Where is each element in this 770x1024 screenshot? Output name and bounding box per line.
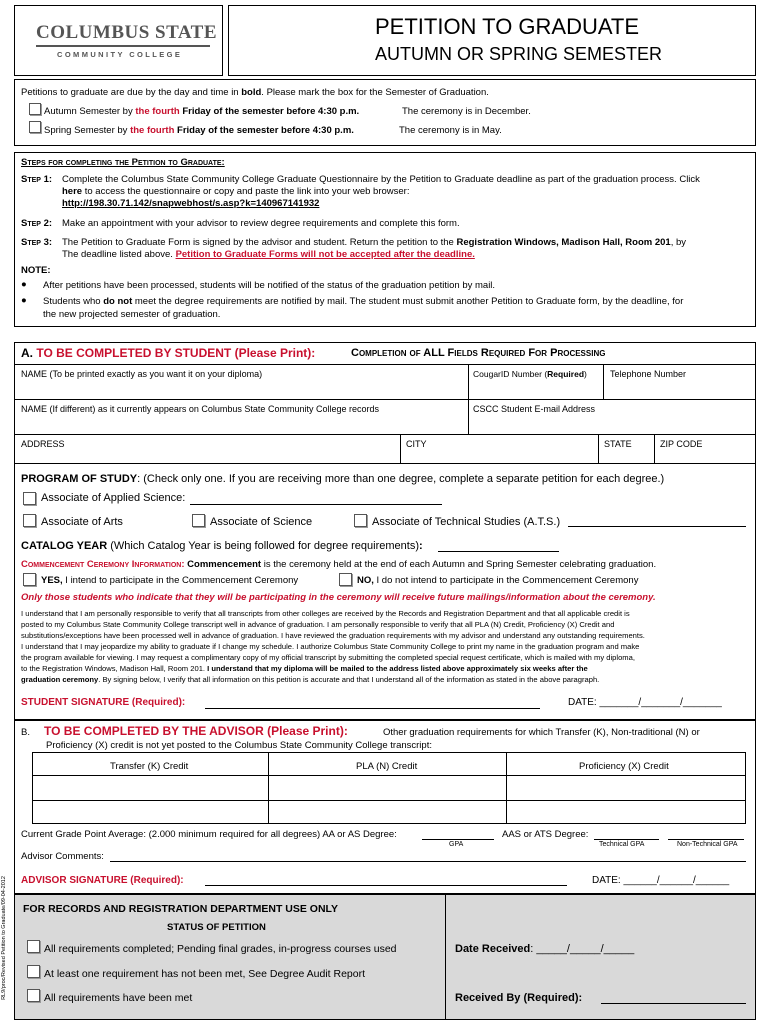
nontech-gpa-line[interactable] [668,839,744,840]
city-input[interactable] [401,450,597,462]
note-label: NOTE: [21,265,51,276]
ats-checkbox[interactable] [354,514,367,527]
date-received[interactable] [455,943,634,955]
received-by-label: Received By (Required): [455,992,583,1004]
steps-heading: Steps for completing the Petition to Graduate: [21,157,225,168]
transfer-cell-1[interactable] [33,776,267,799]
gpa-text: Current Grade Point Average: (2.000 minimum required for all degrees) AA or AS Degree: [21,829,397,840]
logo-rule [36,45,210,47]
step3-label: Step 3: [21,237,53,248]
address-label: ADDRESS [21,439,65,449]
page-subtitle: AUTUMN OR SPRING SEMESTER [375,44,663,64]
commence-text: is the ceremony held at the end of each Autumn and Spring Semester celebrating graduation. [261,559,657,570]
step3-text-b: , by [670,237,687,248]
a-row-line-2 [14,399,756,400]
program-bold: PROGRAM OF STUDY [21,473,138,485]
no-checkbox[interactable] [339,573,352,586]
cougar-id-input[interactable] [469,380,602,398]
state-input[interactable] [599,450,653,462]
email-label: CSCC Student E-mail Address [473,404,596,414]
yes-bold: YES, [41,575,63,586]
tech-gpa-label: Technical GPA [599,841,645,848]
autumn-red: the fourth [135,106,180,117]
cougar-label [473,369,587,379]
zip-input[interactable] [655,450,755,462]
student-signature-line[interactable] [205,708,540,709]
step3-red: Petition to Graduate Forms will not be accepted after the deadline. [175,249,475,260]
catalog-bold: CATALOG YEAR [21,540,108,552]
status-opt1-checkbox[interactable] [27,940,40,953]
ats-line[interactable] [568,526,746,527]
tech-gpa-line[interactable] [594,839,659,840]
spring-pre: Spring Semester by [44,125,131,136]
nontech-gpa-label: Non-Technical GPA [677,841,738,848]
student-date[interactable]: DATE: _______/_______/_______ [568,697,722,708]
aas-gpa-text: AAS or ATS Degree: [502,829,589,840]
spring-red: the fourth [130,125,175,136]
ceremony-notice: Only those students who indicate that they will be participating in the ceremony will receive future mailings/information about the ceremony. [21,592,656,603]
col-proficiency: Proficiency (X) Credit [579,761,669,772]
yes-label [41,575,298,586]
agreement-1: I understand that I am personally responsible to verify that all transcripts from other colleges are received by the Records and Registration Department and that all applicable credit is [21,609,630,618]
col-pla: PLA (N) Credit [356,761,418,772]
as-checkbox[interactable] [192,514,205,527]
note2-a: Students who [43,296,104,307]
cougar-label-text: CougarID Number ( [473,369,548,379]
agreement-3: substitutions/exceptions have been processed well in advance of graduation. I have reviewed the graduation requirements with my advisor and understand any outstanding requirements. [21,631,645,640]
spring-ceremony: The ceremony is in May. [399,125,502,136]
catalog-line [21,540,423,552]
gpa-small-label: GPA [449,841,464,848]
status-opt2-label: At least one requirement has not been met, See Degree Audit Report [44,968,366,980]
autumn-option [44,106,359,117]
agreement-7a: graduation ceremony [21,675,99,684]
spring-checkbox[interactable] [29,121,41,133]
logo-bottom-text: COMMUNITY COLLEGE [57,50,183,59]
no-label [357,575,638,586]
status-opt2-checkbox[interactable] [27,965,40,978]
records-status: STATUS OF PETITION [167,922,266,933]
side-revision-text: RL9/proc/Revised Petition to Graduate/09-04-2012 [1,876,7,1000]
step3-text-c: The deadline listed above. [62,249,176,260]
step1-line2 [62,186,410,197]
proficiency-cell-1[interactable] [507,776,745,799]
step2-text: Make an appointment with your advisor to review degree requirements and complete this form. [62,218,460,229]
aas-line[interactable] [190,504,442,505]
section-a-title-right: Completion of ALL Fields Required For Processing [351,347,606,359]
section-a-heading [21,346,315,360]
name-label: NAME (To be printed exactly as you want it on your diploma) [21,369,263,379]
name2-input[interactable] [15,415,467,433]
step3-bold: Registration Windows, Madison Hall, Room 201 [456,237,671,248]
spring-bold: Friday of the semester before 4:30 p.m. [174,125,354,136]
note1-text: After petitions have been processed, students will be notified of the status of the graduation petition by mail. [43,280,496,291]
step1-link[interactable]: http://198.30.71.142/snapwebhost/s.asp?k=140967141932 [62,198,320,209]
date-received-label: Date Received [455,943,531,955]
catalog-colon: : [419,540,423,552]
pla-cell-2[interactable] [269,801,505,823]
intro-text-a: Petitions to graduate are due by the day and time in [21,87,242,98]
note2-text-2: the new projected semester of graduation. [43,309,221,320]
program-text: : (Check only one. If you are receiving more than one degree, complete a separate petition for each degree.) [137,473,665,485]
autumn-bold: Friday of the semester before 4:30 p.m. [179,106,360,117]
as-label: Associate of Science [210,516,313,528]
yes-text: I intend to participate in the Commencement Ceremony [62,575,299,586]
aa-checkbox[interactable] [23,514,36,527]
col-transfer: Transfer (K) Credit [110,761,189,772]
name2-label: NAME (If different) as it currently appears on Columbus State Community College records [21,404,379,414]
advisor-signature-label: ADVISOR SIGNATURE (Required): [21,875,184,886]
aa-label: Associate of Arts [41,516,123,528]
phone-label: Telephone Number [610,369,687,379]
a-row-line-1 [14,364,756,365]
address-input[interactable] [15,450,399,462]
transfer-cell-2[interactable] [33,801,267,823]
a-row-line-4 [14,463,756,464]
step3-text-a: The Petition to Graduate Form is signed by the advisor and student. Return the petition to the [62,237,457,248]
email-input[interactable] [469,415,755,433]
date-received-blank: : _____/_____/_____ [530,943,635,955]
pla-cell-1[interactable] [269,776,505,799]
no-bold: NO, [357,575,374,586]
intro-text [21,87,489,98]
zip-label: ZIP CODE [660,439,703,449]
a-row-line-3 [14,434,756,435]
step1-label: Step 1: [21,174,53,185]
commence-label: Commencement Ceremony Information: [21,559,185,570]
records-title: FOR RECORDS AND REGISTRATION DEPARTMENT USE ONLY [23,903,339,915]
agreement-6b: I understand that my diploma will be mailed to the address listed above approximately six weeks after the [207,664,588,673]
status-opt3-checkbox[interactable] [27,989,40,1002]
agreement-6a: to the Registration Windows, Madison Hall, Room 201. [21,664,208,673]
note1-bullet: ● [21,279,27,290]
spring-option [44,125,354,136]
no-text: I do not intend to participate in the Commencement Ceremony [373,575,639,586]
city-label: CITY [406,439,427,449]
advisor-comments-line[interactable] [110,861,746,862]
aas-label: Associate of Applied Science: [41,492,186,504]
advisor-signature-line[interactable] [205,885,567,886]
note2-text [43,296,683,307]
phone-input[interactable] [604,380,754,398]
yes-checkbox[interactable] [23,573,36,586]
commence-line [21,559,656,570]
agreement-6 [21,664,588,673]
agreement-2: posted to my Columbus State Community College transcript well in advance of graduation. I am personally responsible to verify that all PLA (N) Credit, Proficiency (X) Credit and [21,620,615,629]
section-b-letter: B. [21,727,30,738]
records-divider [445,894,446,1020]
step2-label: Step 2: [21,218,53,229]
step3-line1 [62,237,686,248]
agreement-5: the program available for viewing. I may request a complimentary copy of my official transcript by submitting the completed special request certificate, which is mailed with my diploma, [21,653,635,662]
name-input[interactable] [15,380,467,398]
aas-checkbox[interactable] [23,492,36,505]
autumn-pre: Autumn Semester by [44,106,136,117]
intro-text-b: . Please mark the box for the Semester of Graduation. [261,87,489,98]
program-line [21,473,664,485]
autumn-checkbox[interactable] [29,103,41,115]
agreement-7 [21,675,599,684]
logo-top-text: COLUMBUS STATE [36,22,218,43]
note2-bold: do not [103,296,133,307]
note2-b: meet the degree requirements are notified by mail. The student must submit another Petition to Graduate form, by the deadline, for [132,296,684,307]
state-label: STATE [604,439,632,449]
page-title: PETITION TO GRADUATE [375,14,640,39]
advisor-date[interactable]: DATE: ______/______/______ [592,875,730,886]
status-opt1-label: All requirements completed; Pending final grades, in-progress courses used [44,943,397,955]
step3-line2 [62,249,475,260]
ats-label: Associate of Technical Studies (A.T.S.) [372,516,561,528]
advisor-comments-label: Advisor Comments: [21,851,104,862]
step1-here-link[interactable]: here [62,186,83,197]
step1-text: Complete the Columbus State Community College Graduate Questionnaire by the Petition to Graduate deadline as part of the graduation process. Click [62,174,700,185]
commence-bold: Commencement [184,559,262,570]
cougar-required: Required [547,369,585,379]
agreement-7b: . By signing below, I verify that all information on this petition is accurate and that I understand all of the information as stated in the above paragraph. [98,675,600,684]
section-b-title: TO BE COMPLETED BY THE ADVISOR (Please Print): [44,724,348,738]
step1-text2: to access the questionnaire or copy and paste the link into your web browser: [82,186,410,197]
agreement-4: I understand that I may jeopardize my ability to graduate if I change my schedule. I authorize Columbus State Community College to print my name in the graduation program and make [21,642,640,651]
received-by-line[interactable] [601,1003,746,1004]
section-b-title-text2: Proficiency (X) credit is not yet posted to the Columbus State Community College transcript: [46,740,432,751]
note2-bullet: ● [21,295,27,306]
section-a-letter: A. [21,346,33,360]
section-a-title: TO BE COMPLETED BY STUDENT (Please Print): [36,346,316,360]
status-opt3-label: All requirements have been met [44,992,193,1004]
cougar-label-end: ) [584,369,587,379]
catalog-text: (Which Catalog Year is being followed for degree requirements) [107,540,420,552]
section-b-title-text: Other graduation requirements for which Transfer (K), Non-traditional (N) or [383,727,700,738]
catalog-line-input[interactable] [438,551,559,552]
proficiency-cell-2[interactable] [507,801,745,823]
gpa-line[interactable] [422,839,494,840]
intro-text-bold: bold [241,87,262,98]
autumn-ceremony: The ceremony is in December. [402,106,531,117]
student-signature-label: STUDENT SIGNATURE (Required): [21,697,186,708]
